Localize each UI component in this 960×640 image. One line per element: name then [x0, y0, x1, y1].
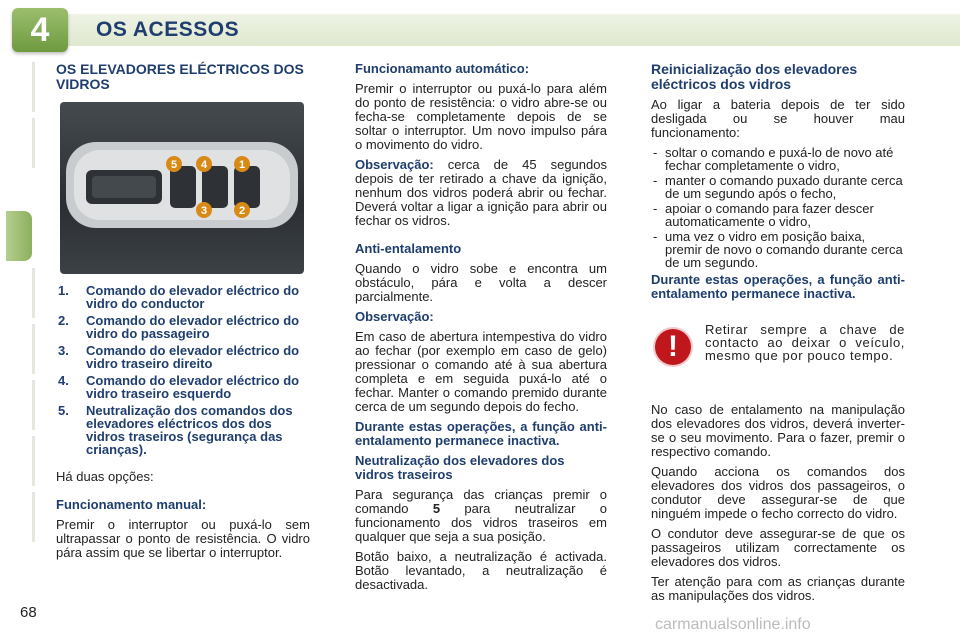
chapter-title: OS ACESSOS [96, 18, 240, 41]
warning-text: Retirar sempre a chave de contacto ao deixar o veículo, mesmo que por pouco tempo. [705, 322, 905, 363]
warning-icon: ! [655, 329, 691, 365]
neutral-text: Para segurança das crianças premir o comando 5 para neutralizar o funcionamento dos vidros traseiros em qualquer que seja a sua posição. [355, 487, 607, 544]
observation-2-label: Observação: [355, 309, 434, 324]
switch-panel-illustration [60, 102, 304, 274]
reset-steps [651, 146, 905, 269]
manual-text: Premir o interruptor ou puxá-lo sem ultrapassar o ponto de resistência. O vidro pára assim que se libertar o interruptor. [56, 517, 310, 560]
side-tab [6, 62, 35, 112]
side-tab [6, 380, 35, 430]
callout-2-label: 2 [238, 205, 246, 217]
side-tab [6, 436, 35, 486]
paragraph: No caso de entalamento na manipulação dos elevadores dos vidros, deverá inverter-se o seu movimento. Para o fazer, premir o respectivo comando. [651, 402, 905, 459]
chapter-tab: 4 [12, 8, 68, 52]
switch-1-2 [202, 166, 228, 208]
callout-3-label: 3 [200, 205, 208, 217]
list-item: - uma vez o vidro em posição baixa, premir de novo o comando durante cerca de um segundo. [651, 230, 905, 269]
callout-4-label: 4 [200, 159, 208, 171]
button-text: Botão baixo, a neutralização é activada. Botão levantado, a neutralização é desactivada. [355, 549, 607, 592]
page-header [0, 0, 960, 56]
list-item: 2. Comando do elevador eléctrico do vidro do passageiro [58, 313, 300, 341]
side-tab [6, 492, 35, 542]
list-item: 5. Neutralização dos comandos dos elevadores eléctricos dos dos vidros traseiros (segurança das crianças). [58, 403, 293, 457]
options-text: Há duas opções: [56, 469, 154, 484]
observation-1: Observação: cerca de 45 segundos depois de ter retirado a chave da ignição, nenhum dos vidros poderá abrir ou fechar. Deverá voltar a ligar a ignição para abrir ou fechar os vidros. [355, 157, 607, 228]
list-item: - apoiar o comando para fazer descer automaticamente o vidro, [651, 202, 905, 228]
anti-heading: Anti-entalamento [355, 241, 462, 256]
column-left [56, 62, 310, 566]
window-switch-photo [60, 102, 304, 274]
lock-switch-cap [92, 176, 156, 198]
page-number: 68 [20, 604, 37, 621]
paragraph: Ter atenção para com as crianças durante as manipulações dos vidros. [651, 574, 905, 603]
side-tab-active [6, 211, 32, 261]
list-item: - manter o comando puxado durante cerca de um segundo após o fecho, [651, 174, 905, 200]
control-list [56, 284, 310, 456]
section-heading: OS ELEVADORES ELÉCTRICOS DOS VIDROS [56, 61, 304, 92]
callout-5-label: 5 [170, 159, 178, 171]
side-tab [6, 118, 35, 168]
list-item: - soltar o comando e puxá-lo de novo até fechar completamente o vidro, [651, 146, 905, 172]
warning-box [651, 323, 905, 399]
side-tabs [0, 56, 36, 616]
column-right [651, 62, 905, 609]
watermark: carmanualsonline.info [655, 616, 811, 633]
neutral-heading: Neutralização dos elevadores dos vidros traseiros [355, 453, 565, 482]
column-middle [355, 62, 607, 598]
list-item: 3. Comando do elevador eléctrico do vidro traseiro direito [58, 343, 300, 371]
reset-intro: Ao ligar a bateria depois de ter sido desligada ou se houver mau funcionamento: [651, 97, 905, 140]
reset-inactive-note: Durante estas operações, a função anti-entalamento permanece inactiva. [651, 272, 905, 301]
side-tab [6, 268, 35, 318]
callout-1-label: 1 [238, 159, 246, 171]
switch-extra [234, 166, 260, 208]
side-tab [6, 324, 35, 374]
reset-heading: Reinicialização dos elevadores eléctricos dos vidros [651, 61, 858, 92]
anti-inactive-note: Durante estas operações, a função anti-entalamento permanece inactiva. [355, 419, 607, 448]
paragraph: Quando acciona os comandos dos elevadores dos vidros dos passageiros, o condutor deve assegurar-se de que ninguém impede o fecho correcto do vidro. [651, 464, 905, 521]
observation-2-text: Em caso de abertura intempestiva do vidro ao fechar (por exemplo em caso de gelo) pressionar o comando até à sua abertura completa e em seguida puxá-lo até o fechar. Manter o comando premido durante cerca de um segundo depois do fecho. [355, 329, 607, 414]
paragraph: O condutor deve assegurar-se de que os passageiros utilizam correctamente os elevadores dos vidros. [651, 526, 905, 569]
manual-heading: Funcionamento manual: [56, 497, 207, 512]
list-item: 4. Comando do elevador eléctrico do vidro traseiro esquerdo [58, 373, 300, 401]
auto-text: Premir o interruptor ou puxá-lo para além do ponto de resistência: o vidro abre-se ou fecha-se completamente depois de se soltar o interruptor. Um novo impulso pára o movimento do vidro. [355, 81, 607, 152]
switch-3-4 [170, 166, 196, 208]
list-item: 1. Comando do elevador eléctrico do vidro do conductor [58, 283, 300, 311]
anti-text: Quando o vidro sobe e encontra um obstáculo, pára e volta a descer parcialmente. [355, 261, 607, 304]
auto-heading: Funcionamanto automático: [355, 61, 530, 76]
